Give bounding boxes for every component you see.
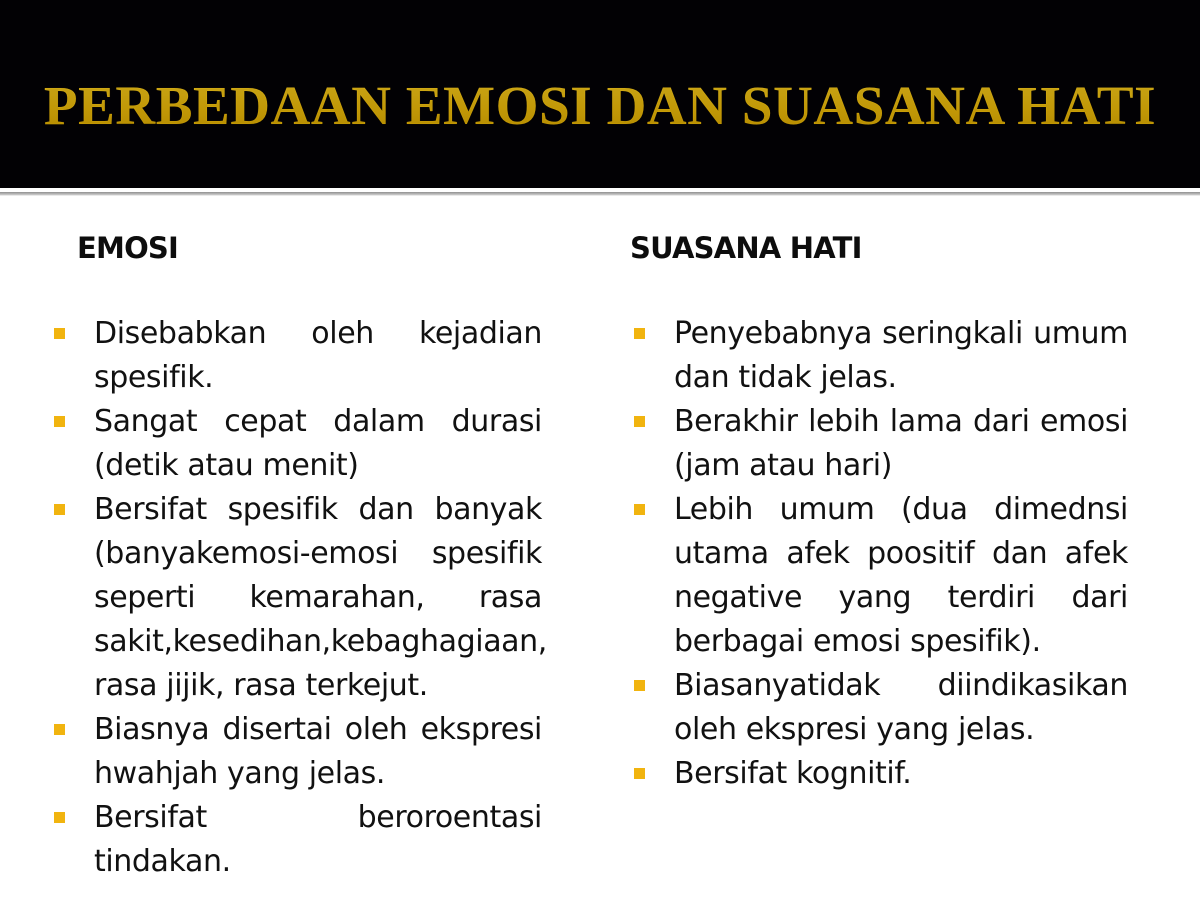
bullet-text: Lebih umum (dua dimednsi utama afek poositif dan afek negative yang terdiri dari berbagai emosi spesifik). — [674, 492, 1128, 659]
square-bullet-icon — [634, 680, 645, 691]
square-bullet-icon — [54, 504, 65, 515]
title-header-band — [0, 0, 1200, 188]
square-bullet-icon — [54, 812, 65, 823]
bullet-text: Biasnya disertai oleh ekspresi hwahjah yang jelas. — [94, 712, 542, 791]
bullet-text: Bersifat kognitif. — [674, 756, 912, 791]
list-item — [54, 312, 542, 400]
column-heading-suasana-hati: SUASANA HATI — [630, 231, 862, 265]
list-item — [634, 488, 1128, 664]
list-item — [54, 796, 542, 884]
list-item — [54, 400, 542, 488]
list-item — [634, 752, 1128, 796]
bullet-text: Berakhir lebih lama dari emosi (jam atau hari) — [674, 404, 1128, 483]
square-bullet-icon — [54, 416, 65, 427]
bullet-text: Bersifat spesifik dan banyak (banyakemosi-emosi spesifik seperti kemarahan, rasa sakit,kesedihan,kebaghagiaan, rasa jijik, rasa terkejut. — [94, 492, 547, 703]
bullet-text: Biasanyatidak diindikasikan oleh ekspresi yang jelas. — [674, 668, 1128, 747]
bullet-text: Sangat cepat dalam durasi (detik atau menit) — [94, 404, 542, 483]
bullet-list-emosi — [54, 312, 547, 884]
square-bullet-icon — [54, 724, 65, 735]
list-item — [634, 664, 1128, 752]
column-heading-emosi: EMOSI — [77, 231, 178, 265]
list-item — [634, 312, 1128, 400]
slide-title: PERBEDAAN EMOSI DAN SUASANA HATI — [0, 76, 1200, 136]
list-item — [634, 400, 1128, 488]
bullet-text: Disebabkan oleh kejadian spesifik. — [94, 316, 542, 395]
column-suasana-hati — [630, 226, 1128, 791]
bullet-text: Bersifat beroroentasi tindakan. — [94, 800, 542, 879]
square-bullet-icon — [634, 416, 645, 427]
bullet-text: Penyebabnya seringkali umum dan tidak jelas. — [674, 316, 1128, 395]
bullet-list-suasana-hati — [634, 312, 1128, 796]
square-bullet-icon — [634, 768, 645, 779]
square-bullet-icon — [634, 328, 645, 339]
column-emosi — [54, 226, 547, 879]
square-bullet-icon — [54, 328, 65, 339]
header-separator-shadow — [0, 192, 1200, 196]
list-item — [54, 708, 542, 796]
list-item — [54, 488, 547, 708]
square-bullet-icon — [634, 504, 645, 515]
